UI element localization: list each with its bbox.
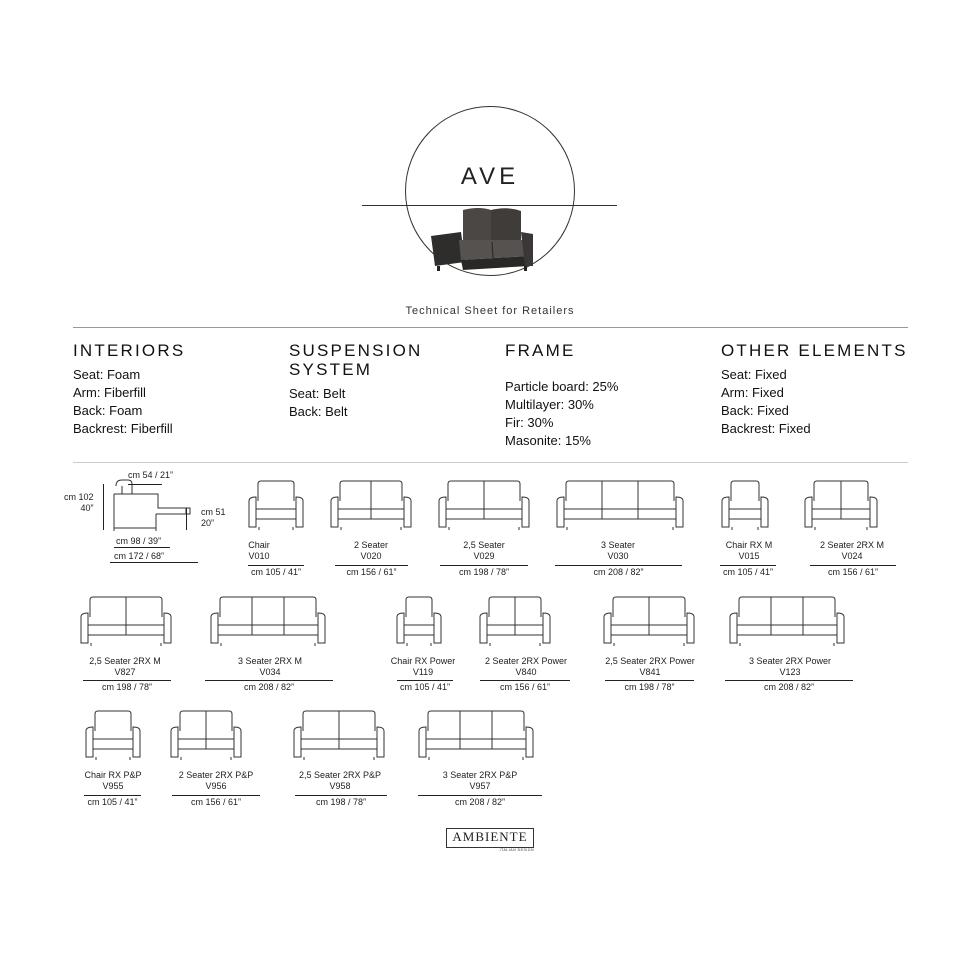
model-dimension: cm 208 / 82” (763, 682, 815, 692)
model-dimension: cm 208 / 82” (243, 682, 295, 692)
sofa-drawing (721, 479, 769, 531)
dimension-line (725, 680, 853, 681)
spec-item: Seat: Belt (289, 386, 346, 401)
model-label (210, 656, 330, 678)
dimension-line (810, 565, 896, 566)
model-name: 2,5 Seater 2RX P&P (298, 770, 382, 780)
model-dimension: cm 105 / 41” (87, 797, 138, 807)
model-code: V955 (102, 781, 124, 791)
dimension-line (83, 680, 171, 681)
sofa-drawing (293, 709, 385, 761)
spec-item: Fir: 30% (505, 415, 554, 430)
dimension-line (480, 680, 570, 681)
suspension-heading: SUSPENSION SYSTEM (289, 341, 423, 379)
dimension-line (555, 565, 682, 566)
dimension-line (205, 680, 333, 681)
model-code: V827 (114, 667, 136, 677)
model-code: V015 (738, 551, 760, 561)
model-label (53, 770, 173, 792)
model-label (420, 770, 540, 792)
sofa-drawing (330, 479, 412, 531)
sofa-drawing (396, 595, 442, 647)
model-label (792, 540, 912, 562)
sofa-drawing (479, 595, 551, 647)
dimension-line (84, 795, 141, 796)
depth-label: cm 98 / 39” (116, 536, 162, 546)
model-code: V123 (779, 667, 801, 677)
model-code: V029 (473, 551, 495, 561)
model-dimension: cm 105 / 41” (399, 682, 451, 692)
other-elements-section (721, 341, 921, 438)
model-label (558, 540, 678, 562)
height-label: cm 102 40” (64, 492, 94, 513)
model-code: V020 (360, 551, 382, 561)
model-code: V119 (412, 667, 434, 677)
height-dimension-line (103, 484, 104, 530)
model-code: V030 (607, 551, 629, 561)
other-elements-heading: OTHER ELEMENTS (721, 341, 908, 360)
spec-item: Arm: Fiberfill (73, 385, 146, 400)
model-label (424, 540, 544, 562)
frame-section (505, 341, 705, 450)
brand-tagline: ITALIAN DESIGN (499, 848, 534, 852)
sofa-drawing (729, 595, 845, 647)
sofa-drawing (170, 709, 242, 761)
model-label (730, 656, 850, 678)
model-label (156, 770, 276, 792)
spec-item: Masonite: 15% (505, 433, 591, 448)
sofa-drawing (438, 479, 530, 531)
spec-item: Back: Fixed (721, 403, 789, 418)
spec-item: Seat: Fixed (721, 367, 787, 382)
model-dimension: cm 198 / 78” (458, 567, 510, 577)
model-dimension: cm 208 / 82” (593, 567, 644, 577)
spec-item: Backrest: Fixed (721, 421, 811, 436)
model-name: Chair RX P&P (84, 770, 142, 780)
model-label (689, 540, 809, 562)
model-code: V840 (515, 667, 537, 677)
section-divider (73, 462, 908, 463)
model-name: 2 Seater (353, 540, 389, 550)
sofa-drawing (804, 479, 878, 531)
model-dimension: cm 156 / 61” (827, 567, 879, 577)
model-name: 2 Seater 2RX M (819, 540, 885, 550)
spec-item: Seat: Foam (73, 367, 141, 382)
model-label (466, 656, 586, 678)
model-code: V024 (841, 551, 863, 561)
dimension-line (418, 795, 542, 796)
sofa-drawing (248, 479, 304, 531)
sofa-drawing (603, 595, 695, 647)
dimension-line (440, 565, 528, 566)
model-name: Chair RX Power (390, 656, 456, 666)
brand-logo: AMBIENTE (446, 828, 534, 848)
depth-dimension-line (114, 547, 170, 548)
suspension-section (289, 341, 439, 421)
model-dimension: cm 198 / 78” (624, 682, 675, 692)
dimension-line (295, 795, 387, 796)
spec-item: Backrest: Fiberfill (73, 421, 173, 436)
spec-item: Particle board: 25% (505, 379, 619, 394)
model-code: V958 (329, 781, 351, 791)
section-divider (73, 327, 908, 328)
spec-item: Back: Belt (289, 404, 348, 419)
model-dimension: cm 198 / 78” (101, 682, 153, 692)
product-title: AVE (460, 163, 520, 190)
model-dimension: cm 198 / 78” (315, 797, 367, 807)
model-name: 3 Seater (600, 540, 636, 550)
model-name: 2 Seater 2RX Power (484, 656, 568, 666)
model-label (590, 656, 710, 678)
spec-item: Back: Foam (73, 403, 143, 418)
model-name: 3 Seater 2RX M (237, 656, 303, 666)
sofa-drawing (556, 479, 684, 531)
model-name: 3 Seater 2RX Power (748, 656, 832, 666)
model-code: V034 (259, 667, 281, 677)
seat-depth-label: cm 54 / 21” (128, 470, 174, 480)
dimension-line (172, 795, 260, 796)
dimension-line (128, 484, 162, 485)
dimension-line (605, 680, 694, 681)
model-name: 2,5 Seater (463, 540, 505, 550)
model-name: 2,5 Seater 2RX Power (605, 656, 695, 666)
product-photo (425, 206, 535, 272)
model-dimension: cm 156 / 61” (346, 567, 397, 577)
model-dimension: cm 105 / 41” (722, 567, 774, 577)
extended-depth-label: cm 172 / 68” (114, 551, 165, 561)
dimension-line (720, 565, 776, 566)
sofa-drawing (80, 595, 172, 647)
seat-height-dimension-line (186, 508, 187, 530)
model-label (199, 540, 319, 562)
model-dimension: cm 156 / 61” (190, 797, 242, 807)
model-name: 2 Seater 2RX P&P (178, 770, 254, 780)
dimension-line (248, 565, 304, 566)
dimension-line (335, 565, 408, 566)
model-name: 2,5 Seater 2RX M (89, 656, 161, 666)
model-code: V957 (469, 781, 491, 791)
model-name: Chair (248, 540, 270, 550)
sofa-drawing (210, 595, 326, 647)
interiors-heading: INTERIORS (73, 341, 186, 360)
model-label (280, 770, 400, 792)
sheet-subtitle: Technical Sheet for Retailers (405, 305, 575, 317)
sofa-drawing (85, 709, 141, 761)
spec-item: Arm: Fixed (721, 385, 784, 400)
model-dimension: cm 156 / 61” (499, 682, 551, 692)
model-label (363, 656, 483, 678)
model-label (65, 656, 185, 678)
model-dimension: cm 208 / 82” (454, 797, 506, 807)
frame-heading: FRAME (505, 341, 576, 360)
model-name: Chair RX M (725, 540, 773, 550)
sofa-drawing (418, 709, 534, 761)
seat-height-label: cm 51 20” (201, 507, 226, 528)
spec-item: Multilayer: 30% (505, 397, 594, 412)
model-code: V841 (639, 667, 661, 677)
model-label (311, 540, 431, 562)
model-name: 3 Seater 2RX P&P (442, 770, 518, 780)
model-code: V956 (205, 781, 227, 791)
model-code: V010 (248, 551, 270, 561)
extended-depth-dimension-line (110, 562, 198, 563)
dimension-line (397, 680, 453, 681)
model-dimension: cm 105 / 41” (250, 567, 302, 577)
interiors-section (73, 341, 273, 438)
